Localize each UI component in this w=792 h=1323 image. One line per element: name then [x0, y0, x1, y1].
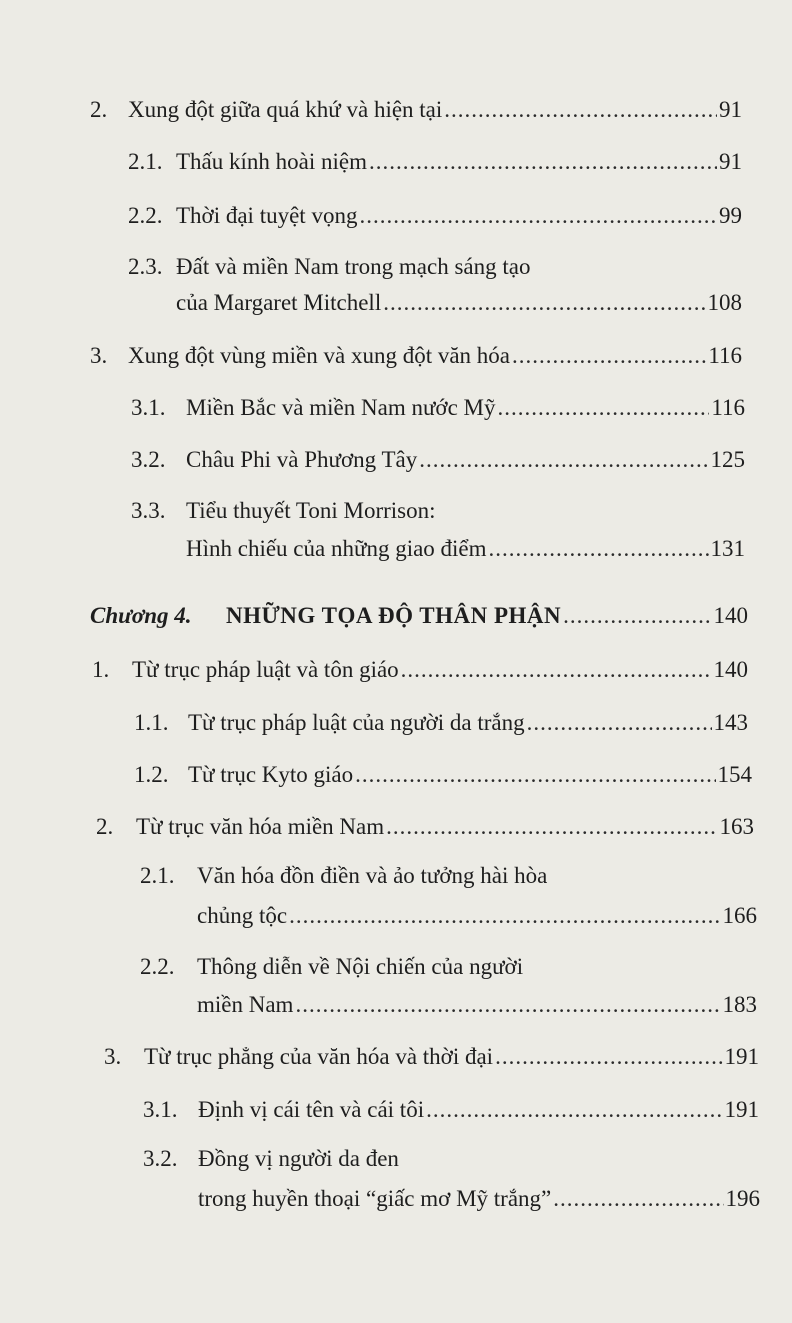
entry-number: 2.2. — [128, 203, 163, 228]
entry-number: 2.1. — [140, 863, 175, 888]
entry-title: Miền Bắc và miền Nam nước Mỹ — [186, 395, 496, 420]
toc-entry — [131, 446, 745, 474]
toc-entry — [186, 535, 745, 563]
toc-entry — [90, 96, 742, 124]
entry-title: Từ trục pháp luật của người da trắng — [188, 710, 525, 735]
toc-entry-first-line — [143, 1145, 399, 1173]
page-number: 196 — [725, 1186, 760, 1211]
toc-entry — [134, 709, 748, 737]
entry-title: Từ trục Kyto giáo — [188, 762, 354, 787]
chapter-heading — [90, 602, 748, 630]
leader-dots — [359, 202, 717, 230]
entry-title: Từ trục pháp luật và tôn giáo — [132, 657, 399, 682]
entry-number: 3.2. — [143, 1146, 178, 1171]
entry-title: Xung đột giữa quá khứ và hiện tại — [128, 97, 443, 122]
entry-number: 1. — [92, 657, 110, 682]
toc-entry — [96, 813, 754, 841]
leader-dots — [489, 535, 709, 563]
entry-number: 1.2. — [134, 762, 169, 787]
leader-dots — [563, 602, 711, 630]
entry-title: Xung đột vùng miền và xung đột văn hóa — [128, 343, 511, 368]
toc-entry — [90, 342, 742, 370]
leader-dots — [498, 394, 710, 422]
leader-dots — [444, 96, 717, 124]
entry-title: Châu Phi và Phương Tây — [186, 447, 418, 472]
toc-entry-first-line — [128, 253, 530, 281]
leader-dots — [289, 902, 720, 930]
leader-dots — [426, 1096, 722, 1124]
toc-entry-first-line — [140, 862, 547, 890]
leader-dots — [383, 289, 705, 317]
entry-title: Thấu kính hoài niệm — [176, 149, 367, 174]
toc-entry — [128, 148, 742, 176]
entry-title-continued: trong huyền thoại “giấc mơ Mỹ trắng” — [198, 1186, 552, 1211]
entry-title: Thời đại tuyệt vọng — [176, 203, 358, 228]
entry-number: 3.1. — [143, 1097, 178, 1122]
entry-number: 3. — [104, 1044, 122, 1069]
entry-number: 2.2. — [140, 954, 175, 979]
entry-title-continued: chủng tộc — [197, 903, 288, 928]
toc-entry-first-line — [140, 953, 523, 981]
toc-entry-first-line — [131, 497, 436, 525]
toc-entry — [176, 289, 742, 317]
page-number: 131 — [710, 536, 745, 561]
page-number: 99 — [719, 203, 742, 228]
toc-entry — [198, 1185, 760, 1213]
entry-title-continued: của Margaret Mitchell — [176, 290, 382, 315]
toc-entry — [131, 394, 745, 422]
entry-number: 2. — [96, 814, 114, 839]
entry-number: 3. — [90, 343, 108, 368]
toc-entry — [128, 202, 742, 230]
leader-dots — [386, 813, 717, 841]
page-number: 191 — [724, 1044, 759, 1069]
chapter-number: Chương 4. — [90, 603, 192, 628]
toc-entry — [197, 991, 757, 1019]
toc-entry — [134, 761, 752, 789]
page-number: 91 — [719, 149, 742, 174]
page-number: 154 — [717, 762, 752, 787]
entry-title: Đồng vị người da đen — [198, 1146, 399, 1171]
page-number: 91 — [719, 97, 742, 122]
entry-number: 2. — [90, 97, 108, 122]
entry-title: Thông diễn về Nội chiến của người — [197, 954, 524, 979]
entry-number: 3.2. — [131, 447, 166, 472]
entry-title: Văn hóa đồn điền và ảo tưởng hài hòa — [197, 863, 548, 888]
page-number: 140 — [713, 657, 748, 682]
toc-entry — [92, 656, 748, 684]
page-number: 108 — [707, 290, 742, 315]
entry-title: Từ trục phẳng của văn hóa và thời đại — [144, 1044, 494, 1069]
page-number: 163 — [719, 814, 754, 839]
leader-dots — [512, 342, 706, 370]
toc-entry — [197, 902, 757, 930]
leader-dots — [369, 148, 717, 176]
entry-title: Tiểu thuyết Toni Morrison: — [186, 498, 436, 523]
toc-entry — [104, 1043, 759, 1071]
page-number: 116 — [708, 343, 742, 368]
entry-title: Đất và miền Nam trong mạch sáng tạo — [176, 254, 531, 279]
leader-dots — [401, 656, 712, 684]
leader-dots — [553, 1185, 723, 1213]
entry-number: 3.3. — [131, 498, 166, 523]
leader-dots — [419, 446, 708, 474]
entry-title-continued: miền Nam — [197, 992, 294, 1017]
page-number: 191 — [724, 1097, 759, 1122]
leader-dots — [527, 709, 712, 737]
toc-entry — [143, 1096, 759, 1124]
page-number: 143 — [713, 710, 748, 735]
chapter-title: NHỮNG TỌA ĐỘ THÂN PHẬN — [226, 603, 562, 628]
entry-title: Từ trục văn hóa miền Nam — [136, 814, 385, 839]
page-number: 166 — [722, 903, 757, 928]
page-number: 183 — [722, 992, 757, 1017]
page-number: 116 — [711, 395, 745, 420]
leader-dots — [495, 1043, 722, 1071]
entry-number: 2.1. — [128, 149, 163, 174]
page-number: 140 — [713, 603, 748, 628]
entry-title-continued: Hình chiếu của những giao điểm — [186, 536, 487, 561]
entry-number: 3.1. — [131, 395, 166, 420]
entry-number: 2.3. — [128, 254, 163, 279]
leader-dots — [295, 991, 720, 1019]
entry-title: Định vị cái tên và cái tôi — [198, 1097, 425, 1122]
page-number: 125 — [710, 447, 745, 472]
entry-number: 1.1. — [134, 710, 169, 735]
leader-dots — [355, 761, 715, 789]
